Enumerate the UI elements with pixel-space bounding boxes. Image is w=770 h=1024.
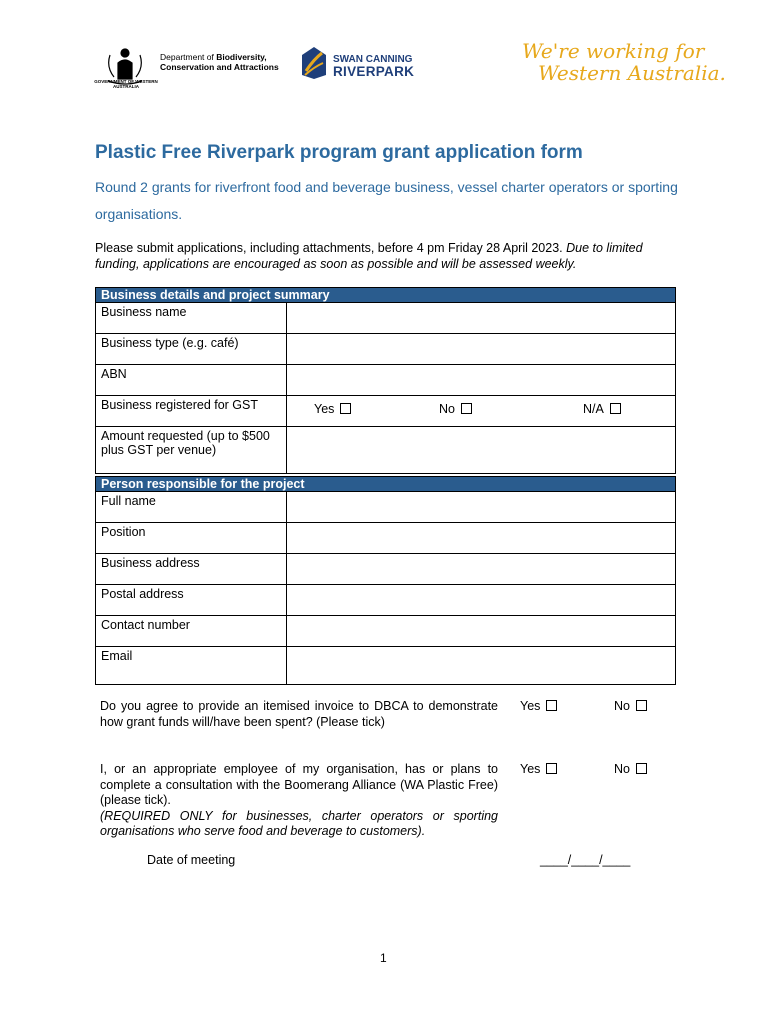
dept-line1-prefix: Department of	[160, 52, 217, 62]
label-gst: Business registered for GST	[96, 396, 287, 427]
label-postal-address: Postal address	[96, 585, 287, 616]
question-invoice	[100, 699, 498, 730]
slogan-line2: Western Australia.	[538, 61, 726, 85]
amount-requested-field[interactable]	[287, 427, 676, 474]
riverpark-line1: SWAN CANNING	[333, 54, 413, 65]
person-section-heading: Person responsible for the project	[96, 477, 676, 492]
gst-no-option[interactable]	[439, 402, 472, 416]
abn-field[interactable]	[287, 365, 676, 396]
gst-yes-option[interactable]	[314, 402, 351, 416]
invoice-no-option[interactable]	[614, 699, 647, 713]
dept-line1-bold: Biodiversity,	[216, 52, 267, 62]
gst-na-option[interactable]	[583, 402, 621, 416]
contact-number-field[interactable]	[287, 616, 676, 647]
invoice-no-checkbox[interactable]	[636, 700, 647, 711]
label-email: Email	[96, 647, 287, 685]
gst-na-label: N/A	[583, 402, 604, 416]
gst-yes-label: Yes	[314, 402, 335, 416]
date-of-meeting-field[interactable]: ____/____/____	[540, 853, 631, 867]
govt-caption: GOVERNMENT OF WESTERN AUSTRALIA	[94, 79, 158, 89]
gst-no-label: No	[439, 402, 455, 416]
question-consultation-text: I, or an appropriate employee of my organisation, has or plans to complete a consultation with the Boomerang Alliance (WA Plastic Free) (please tick).	[100, 762, 498, 807]
postal-address-field[interactable]	[287, 585, 676, 616]
invoice-no-label: No	[614, 699, 630, 713]
invoice-yes-option[interactable]	[520, 699, 557, 713]
person-responsible-table	[95, 476, 676, 685]
slogan-line1: We're working for	[522, 39, 705, 63]
question-invoice-text: Do you agree to provide an itemised invoice to DBCA to demonstrate how grant funds will/have been spent? (Please tick)	[100, 699, 498, 729]
consultation-no-label: No	[614, 762, 630, 776]
position-field[interactable]	[287, 523, 676, 554]
business-name-field[interactable]	[287, 303, 676, 334]
wa-slogan	[522, 40, 726, 84]
email-field[interactable]	[287, 647, 676, 685]
label-position: Position	[96, 523, 287, 554]
dbca-logo-text	[160, 52, 300, 72]
gst-options	[287, 396, 676, 427]
date-of-meeting-label: Date of meeting	[147, 853, 236, 867]
gst-no-checkbox[interactable]	[461, 403, 472, 414]
gst-na-checkbox[interactable]	[610, 403, 621, 414]
label-full-name: Full name	[96, 492, 287, 523]
consultation-no-option[interactable]	[614, 762, 647, 776]
label-business-type: Business type (e.g. café)	[96, 334, 287, 365]
label-amount-requested: Amount requested (up to $500 plus GST per venue)	[96, 427, 287, 474]
label-business-address: Business address	[96, 554, 287, 585]
consultation-yes-option[interactable]	[520, 762, 557, 776]
riverpark-logo-text	[333, 54, 414, 78]
business-section-heading: Business details and project summary	[96, 288, 676, 303]
question-consultation-note: (REQUIRED ONLY for businesses, charter operators or sporting organisations who serve food and beverage to customers).	[100, 808, 498, 838]
full-name-field[interactable]	[287, 492, 676, 523]
business-details-table	[95, 287, 676, 474]
label-contact-number: Contact number	[96, 616, 287, 647]
consultation-yes-label: Yes	[520, 762, 541, 776]
intro-text: Please submit applications, including attachments, before 4 pm Friday 28 April 2023.	[95, 241, 563, 255]
business-address-field[interactable]	[287, 554, 676, 585]
dept-line2: Conservation and Attractions	[160, 62, 279, 72]
consultation-yes-checkbox[interactable]	[546, 763, 557, 774]
invoice-yes-checkbox[interactable]	[546, 700, 557, 711]
page-title: Plastic Free Riverpark program grant application form	[95, 142, 583, 163]
consultation-no-checkbox[interactable]	[636, 763, 647, 774]
label-business-name: Business name	[96, 303, 287, 334]
label-abn: ABN	[96, 365, 287, 396]
question-consultation	[100, 762, 498, 840]
business-type-field[interactable]	[287, 334, 676, 365]
riverpark-line2: RIVERPARK	[333, 64, 415, 79]
riverpark-logo-icon	[300, 45, 328, 81]
page-number: 1	[380, 951, 387, 965]
intro-italic: Due to limited funding, applications are encouraged as soon as possible and will be assessed weekly.	[95, 241, 643, 271]
invoice-yes-label: Yes	[520, 699, 541, 713]
page-subtitle: Round 2 grants for riverfront food and beverage business, vessel charter operators or sporting organisations.	[95, 179, 678, 222]
intro-paragraph	[95, 240, 685, 272]
gst-yes-checkbox[interactable]	[340, 403, 351, 414]
